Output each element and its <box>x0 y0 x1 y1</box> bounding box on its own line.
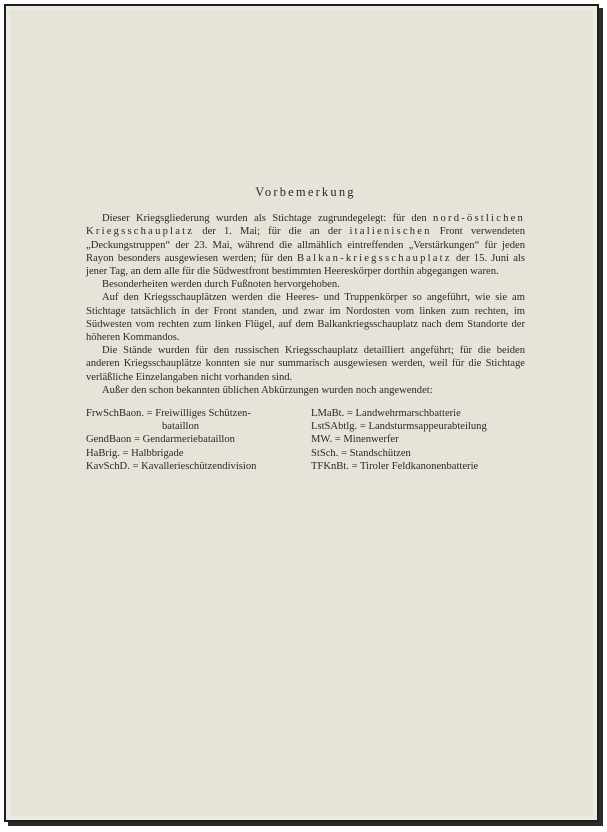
document-frame <box>4 4 599 822</box>
paper-page <box>10 10 593 816</box>
paragraph-stichtage-text-2: der 1. Mai; für die an der <box>194 226 350 238</box>
abbreviation-item: LMaBt. = Landwehrmarschbatterie <box>311 408 461 420</box>
page-title: Vorbemerkung <box>255 185 356 199</box>
abbreviation-list <box>86 407 525 473</box>
document-body <box>86 186 525 473</box>
abbreviation-column-left <box>86 407 311 473</box>
abbreviation-item: StSch. = Standschützen <box>311 447 411 459</box>
abbreviation-item: KavSchD. = Kavallerieschützendivision <box>86 460 257 472</box>
abbreviation-item: GendBaon = Gendarmeriebataillon <box>86 434 235 446</box>
abbreviation-item: TFKnBt. = Tiroler Feldkanonenbatterie <box>311 460 479 472</box>
abbreviation-item: MW. = Minenwerfer <box>311 434 399 446</box>
spaced-term-nordoestlich: nord-östlichen Kriegsschauplatz <box>86 213 525 238</box>
paragraph-stichtage-text-1: Dieser Kriegsgliederung wurden als Stichtage zugrundegelegt: für den <box>102 213 433 225</box>
paragraph-stichtage-text-4: der 15. Juni als jener Tag, an dem alle für die Südwestfront bestimmten Heereskörper dorthin abgegangen waren. <box>86 252 525 278</box>
paragraph-stichtage <box>86 212 525 278</box>
abbreviation-item: LstSAbtlg. = Landsturmsappeurabteilung <box>311 421 487 433</box>
abbreviation-item: FrwSchBaon. = Freiwilliges Schützen- <box>86 408 251 420</box>
abbreviation-item-continuation: bataillon <box>162 421 200 433</box>
spaced-term-balkan: Balkan-kriegsschauplatz <box>296 252 452 264</box>
abbreviation-column-right <box>311 407 525 473</box>
paragraph-anordnung: Auf den Kriegsschauplätzen werden die Heeres- und Truppenkörper so angeführt, wie sie am Stichtage tatsächlich in der Front standen, und zwar im Nordosten vom linken zum rechten, im Südwesten vom rechten zum linken Flügel, auf dem Balkankriegsschauplatz nach dem Standorte der höheren Kommandos. <box>86 292 525 344</box>
paragraph-abkuerzungen-intro: Außer den schon bekannten üblichen Abkürzungen wurden noch angewendet: <box>102 384 433 396</box>
paragraph-stichtage-text-3: Front verwendeten „Deckungstruppen“ der 23. Mai, während die allmählich eintreffenden „Verstärkungen“ für jeden Rayon besonders ausgewiesen werden; für den <box>86 226 525 264</box>
spaced-term-italienisch: italienischen <box>349 226 432 238</box>
abbreviation-item: HaBrig. = Halbbrigade <box>86 447 184 459</box>
paragraph-staende: Die Stände wurden für den russischen Kriegsschauplatz detailliert angeführt; für die beiden anderen Kriegsschauplätze konnten sie nur summarisch ausgewiesen werden, weil für die Stichtage verläßliche Einzelangaben nicht vorhanden sind. <box>86 345 525 383</box>
paragraph-fussnoten: Besonderheiten werden durch Fußnoten hervorgehoben. <box>102 279 340 291</box>
